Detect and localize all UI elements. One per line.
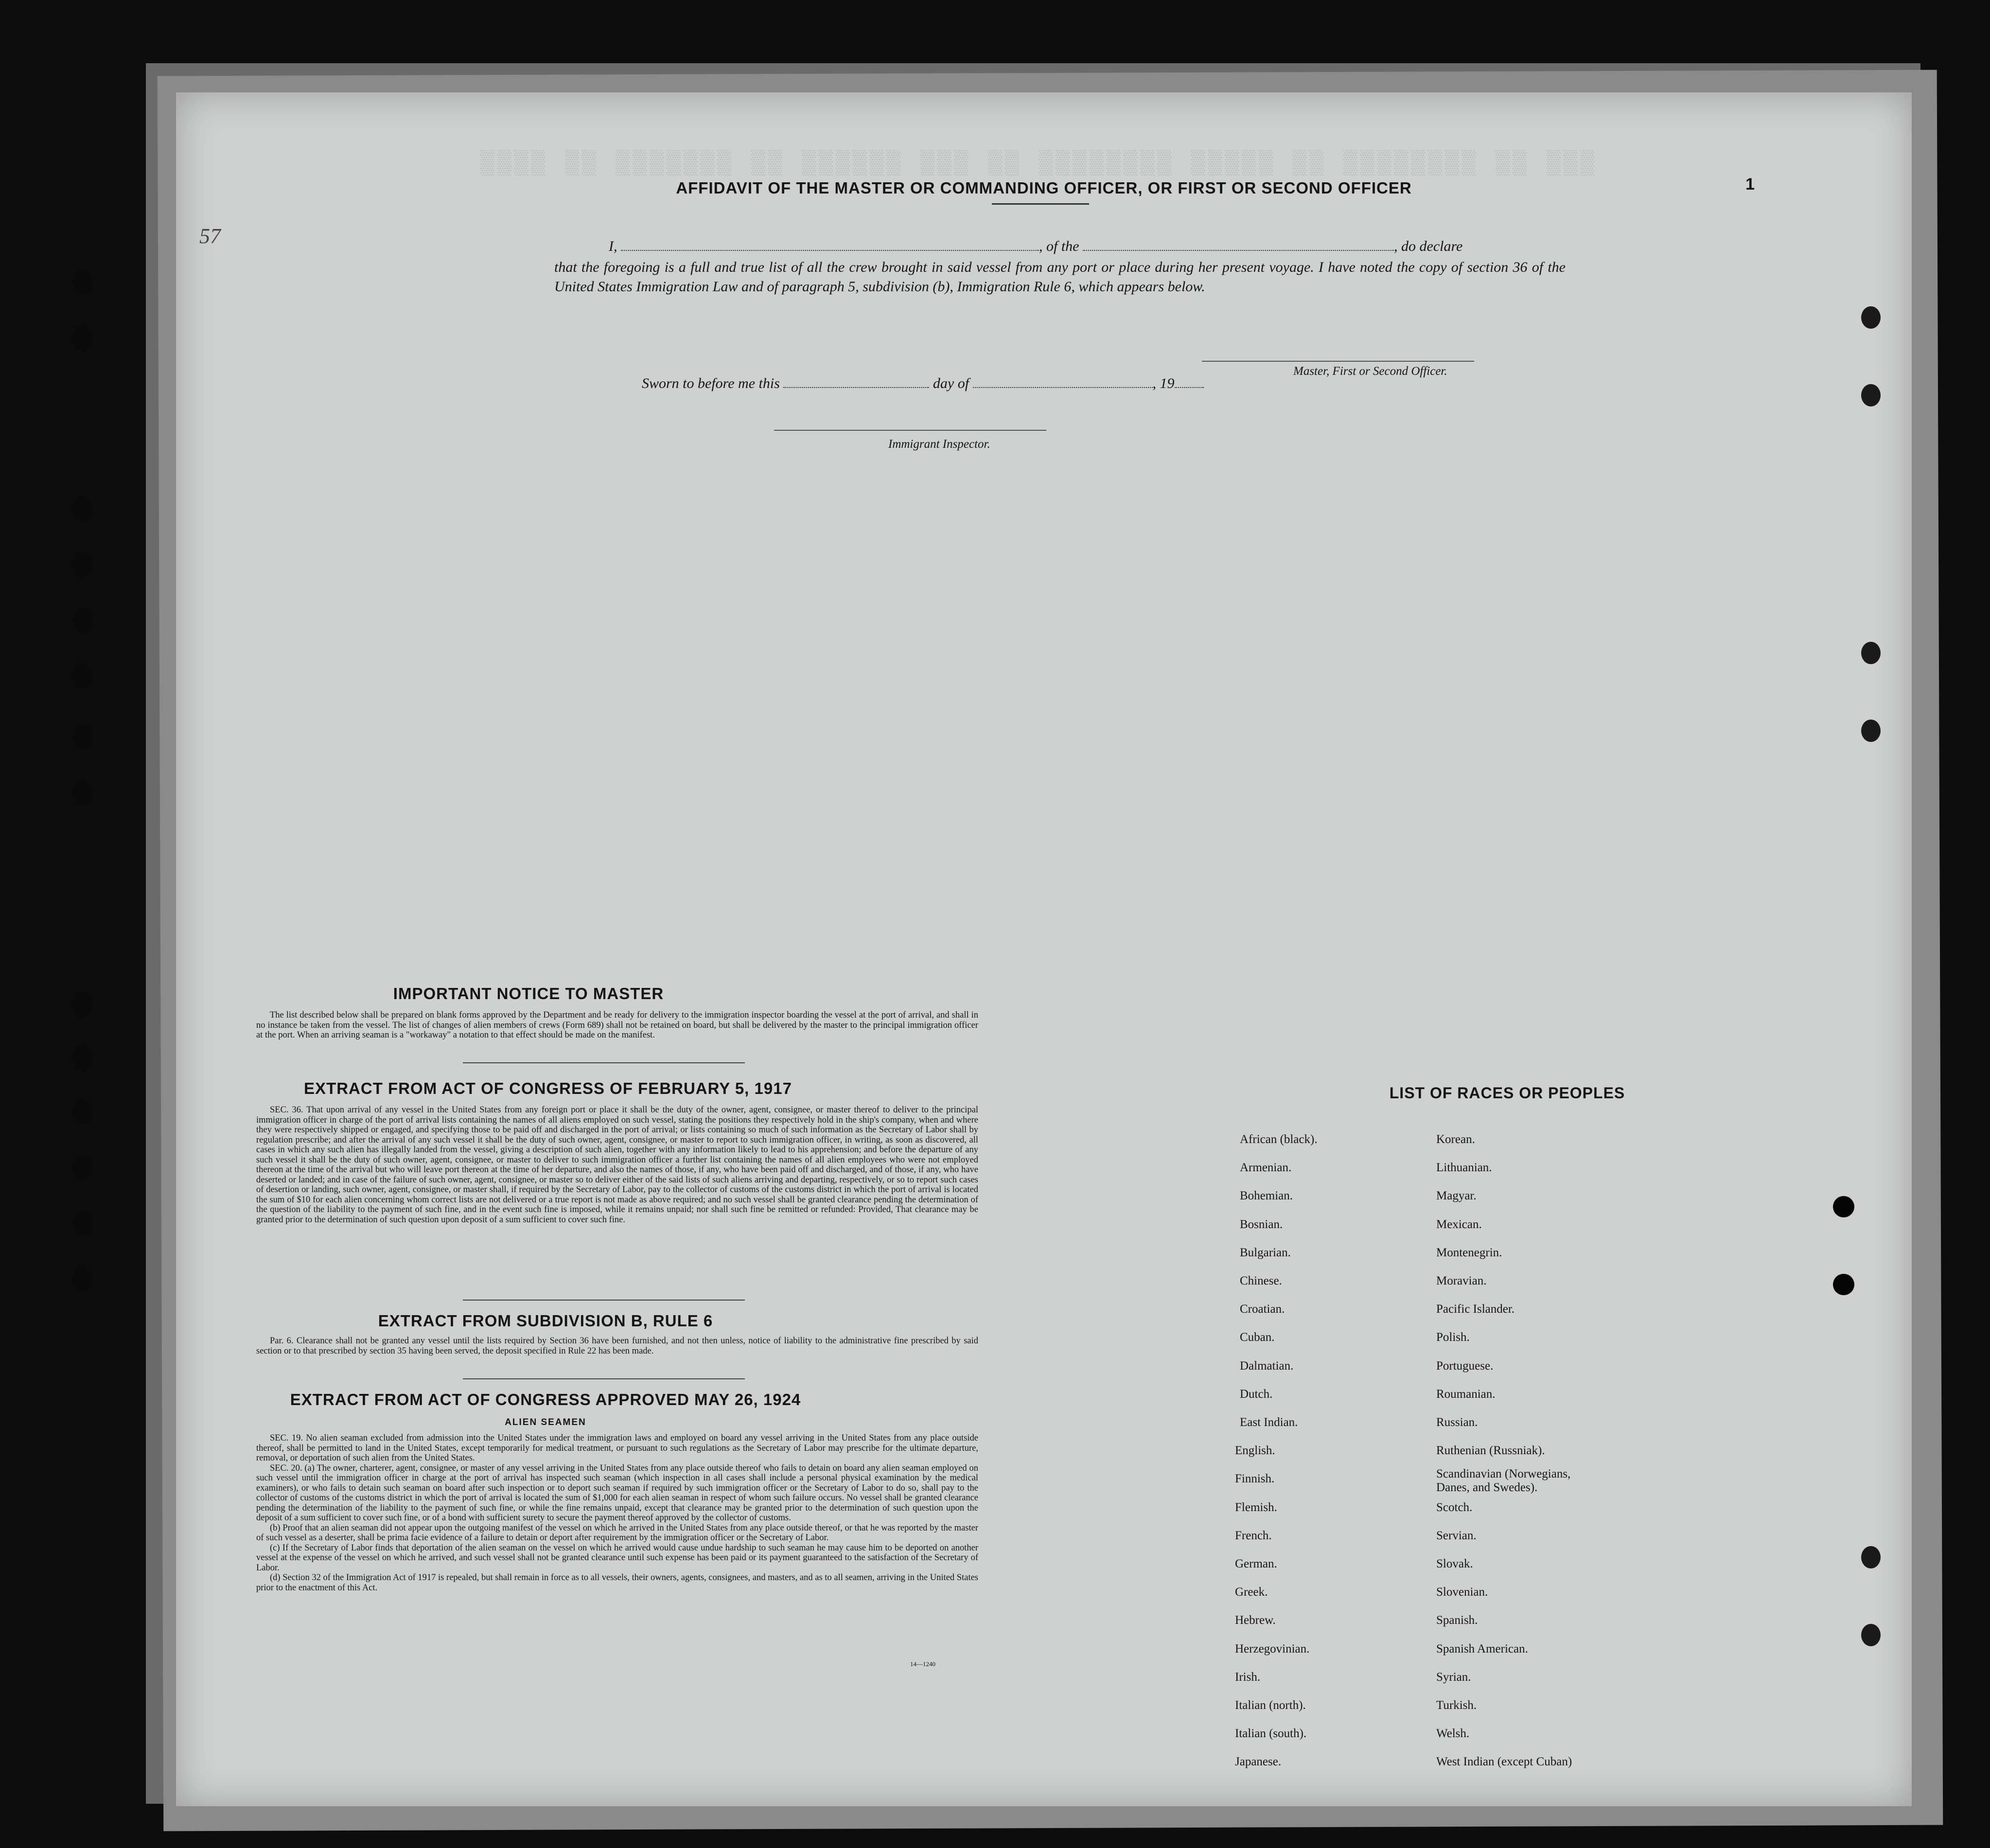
of-the-label: , of the [1039, 238, 1079, 254]
binder-hole [73, 1045, 92, 1071]
binder-hole [73, 992, 92, 1017]
race-item: Slovak. [1436, 1557, 1473, 1570]
race-item: Cuban. [1240, 1331, 1275, 1344]
divider [463, 1378, 745, 1379]
race-item: Portuguese. [1436, 1359, 1494, 1373]
binder-hole [73, 270, 92, 295]
do-declare-label: , do declare [1394, 238, 1463, 254]
vessel-name-field[interactable] [1083, 250, 1394, 251]
race-item: Magyar. [1436, 1189, 1477, 1203]
master-signature-label: Master, First or Second Officer. [1293, 365, 1447, 378]
binder-hole [73, 496, 92, 521]
race-item: Moravian. [1436, 1274, 1487, 1287]
race-item: Spanish. [1436, 1614, 1478, 1627]
race-item: Italian (north). [1235, 1699, 1306, 1712]
race-item: Chinese. [1240, 1274, 1282, 1287]
race-item: Spanish American. [1436, 1642, 1528, 1655]
sec-20-d: (d) Section 32 of the Immigration Act of 1917 is repealed, but shall remain in force as to all vessels, their owners, agents, consignees, and masters, and as to all seamen, arriving in the United States prior to the enactment of this Act. [256, 1573, 978, 1593]
race-item: Welsh. [1436, 1727, 1470, 1741]
extract-1924-subtitle: ALIEN SEAMEN [505, 1417, 586, 1427]
race-item: Ruthenian (Russniak). [1436, 1444, 1545, 1458]
document-page [176, 92, 1912, 1806]
inspector-signature-line[interactable] [774, 430, 1046, 431]
extract-rule6-text: Par. 6. Clearance shall not be granted any vessel until the lists required by Section 36 have been furnished, and not then unless, notice of liability to the administrative fine prescribed by said section or to that prescribed by section 35 having been served, the deposit specified in Rule 22 has been made. [256, 1336, 978, 1356]
day-of-label: day of [933, 375, 969, 391]
race-item: Italian (south). [1235, 1727, 1307, 1741]
inspector-label: Immigrant Inspector. [888, 438, 990, 451]
binder-hole [73, 552, 92, 577]
race-item: Pacific Islander. [1436, 1302, 1515, 1316]
race-item: Greek. [1235, 1585, 1268, 1599]
extract-1917-title: EXTRACT FROM ACT OF CONGRESS OF FEBRUARY 5, 1917 [304, 1079, 792, 1097]
race-item: Dalmatian. [1240, 1359, 1294, 1373]
race-item: Syrian. [1436, 1670, 1471, 1684]
race-item: East Indian. [1240, 1416, 1298, 1429]
punch-hole [1861, 1546, 1881, 1568]
race-item: Servian. [1436, 1529, 1477, 1542]
race-item: Bohemian. [1240, 1189, 1293, 1203]
bleed-through: ▒▒▒ ▒▒ ▒▒▒▒▒▒▒▒ ▒▒ ▒▒▒▒▒ ▒▒▒▒▒▒▒▒ ▒▒ ▒▒▒ ▒▒▒▒▒▒ ▒▒ ▒▒▒▒▒▒▒ ▒▒ ▒▒▒▒ [477, 151, 1595, 177]
race-item: Japanese. [1235, 1755, 1282, 1769]
extract-1917-text: SEC. 36. That upon arrival of any vessel in the United States from any foreign port or place it shall be the duty of the owner, agent, consignee, or master thereof to deliver to the principal immigration officer in charge of the port of arrival lists containing the names of all aliens employed on such vessel, stating the positions they respectively hold in the ship's company, when and where they were respectively shipped or engaged, and specifying those to be paid off and discharged in the port of arrival; or lists containing so much of such information as the Secretary of Labor shall by regulation prescribe; and after the arrival of any such vessel it shall be the duty of such owner, agent, consignee, or master to report to such immigration officer, in writing, as soon as discovered, all cases in which any such alien has illegally landed from the vessel, giving a description of such alien, together with any information likely to lead to his apprehension; and before the departure of any such vessel it shall be the duty of such owner, agent, consignee, or master to deliver to such immigration officer a further list containing the names of all alien employees who were not employed thereon at the time of the arrival but who will leave port thereon at the time of her departure, and also the names of those, if any, who have been paid off and discharged, and of those, if any, who have deserted or landed; and in case of the failure of such owner, agent, consignee, or master so to deliver either of the said lists of such aliens arriving and departing, respectively, or so to report such cases of desertion or landing, such owner, agent, consignee, or master shall, if required by the Secretary of Labor, pay to the collector of customs of the customs district in which the port of arrival is located the sum of $10 for each alien concerning whom correct lists are not delivered or a true report is not made as above required; and no such vessel shall be granted clearance pending the determination of the question of the liability to the payment of such fine, and in the event such fine is imposed, while it remains unpaid; nor shall such fine be remitted or refunded: Provided, That clearance may be granted prior to the determination of such question upon deposit of a sum sufficient to cover such fine. [256, 1105, 978, 1225]
punch-hole [1833, 1196, 1854, 1217]
race-item: Bosnian. [1240, 1217, 1283, 1231]
race-item: Turkish. [1436, 1699, 1477, 1712]
binder-hole [73, 1211, 92, 1236]
declarant-prefix: I, [609, 238, 617, 254]
race-item: Slovenian. [1436, 1585, 1488, 1599]
notice-title: IMPORTANT NOTICE TO MASTER [393, 985, 664, 1003]
race-item: Russian. [1436, 1416, 1478, 1429]
notice-text: The list described below shall be prepared on blank forms approved by the Department and be ready for delivery to the immigration inspector boarding the vessel at the port of arrival, and shall in no instance be taken from the vessel. The list of changes of alien members of crews (Form 689) shall not be retained on board, but shall be delivered by the master to the principal immigration officer at the port. When an arriving seaman is a "workaway" a notation to that effect should be made on the manifest. [256, 1010, 978, 1040]
race-item: Herzegovinian. [1235, 1642, 1310, 1655]
race-item: Mexican. [1436, 1217, 1482, 1231]
sec-20-a: SEC. 20. (a) The owner, charterer, agent, consignee, or master of any vessel arriving in the United States from any place outside thereof who fails to detain on board any alien seaman employed on such vessel until the immigration officer in charge at the port of arrival has inspected such seaman (which inspection in all cases shall include a personal physical examination by the medical examiners), or who fails to detain such seaman on board after such inspection or to deport such seaman if required by such immigration officer or the Secretary of Labor to do so, shall pay to the collector of customs of the customs district in which the port of arrival is located the sum of $1,000 for each alien seaman in respect of whom such failure occurs. No vessel shall be granted clearance pending the determination of the liability to the payment of such fine, or while the fine remains unpaid, except that clearance may be granted prior to the determination of such question upon the deposit of a sum sufficient to cover such fine, or of a bond with sufficient surety to secure the payment thereof approved by the collector of customs. [256, 1463, 978, 1523]
binder-hole [73, 326, 92, 351]
race-item: Scandinavian (Norwegians, [1436, 1467, 1571, 1481]
punch-hole [1861, 306, 1881, 329]
race-item: West Indian (except Cuban) [1436, 1755, 1572, 1769]
sec-20-b: (b) Proof that an alien seaman did not appear upon the outgoing manifest of the vessel on which he arrived in the United States from any place outside thereof, or that he was reported by the master of such vessel as a deserter, shall be prima facie evidence of a failure to detain or deport after requirement by the immigration officer or the Secretary of Labor. [256, 1523, 978, 1543]
binder-hole [73, 1155, 92, 1180]
sworn-month-field[interactable] [973, 387, 1153, 388]
extract-rule6-title: EXTRACT FROM SUBDIVISION B, RULE 6 [378, 1312, 713, 1330]
punch-hole [1861, 720, 1881, 742]
race-item: Irish. [1235, 1670, 1261, 1684]
sworn-line [642, 375, 1204, 392]
year-prefix: , 19 [1152, 375, 1175, 391]
race-item: African (black). [1240, 1133, 1318, 1146]
affidavit-body: that the foregoing is a full and true list of all the crew brought in said vessel from any port or place during her present voyage. I have noted the copy of section 36 of the United States Immigration Law and of paragraph 5, subdivision (b), Immigration Rule 6, which appears below. [554, 259, 1566, 295]
punch-hole [1833, 1274, 1854, 1295]
divider [463, 1062, 745, 1063]
race-item: English. [1235, 1444, 1275, 1458]
punch-hole [1861, 384, 1881, 406]
officer-name-field[interactable] [621, 250, 1039, 251]
form-number: 14—1240 [910, 1660, 935, 1668]
binder-hole [73, 1099, 92, 1124]
punch-hole [1861, 642, 1881, 664]
punch-hole [1861, 1624, 1881, 1646]
race-item: Bulgarian. [1240, 1246, 1291, 1259]
affidavit-line1 [609, 238, 1462, 255]
binder-hole [73, 608, 92, 633]
page-number: 1 [1745, 175, 1755, 194]
race-item: Finnish. [1235, 1472, 1275, 1486]
sec-20-c: (c) If the Secretary of Labor finds that deportation of the alien seaman on the vessel on which he arrived would cause undue hardship to such seaman he may cause him to be deported on another vessel at the expense of the vessel on which he arrived, and such vessel shall not be granted clearance until such expense has been paid or its payment guaranteed to the satisfaction of the Secretary of Labor. [256, 1543, 978, 1573]
binder-hole [73, 1267, 92, 1292]
sworn-day-field[interactable] [783, 387, 929, 388]
race-item: French. [1235, 1529, 1272, 1542]
sec-19: SEC. 19. No alien seaman excluded from admission into the United States under the immigration laws and employed on board any vessel arriving in the United States from any place outside thereof, shall be permitted to land in the United States, except temporarily for medical treatment, or pursuant to such regulations as the Secretary of Labor may prescribe for the ultimate departure, removal, or deportation of such alien from the United States. [256, 1433, 978, 1463]
races-title: LIST OF RACES OR PEOPLES [1389, 1084, 1625, 1102]
race-item: Danes, and Swedes). [1436, 1481, 1538, 1495]
race-item: German. [1235, 1557, 1277, 1570]
affidavit-title: AFFIDAVIT OF THE MASTER OR COMMANDING OFFICER, OR FIRST OR SECOND OFFICER [676, 179, 1412, 197]
race-item: Polish. [1436, 1331, 1470, 1344]
signature-line[interactable] [1202, 361, 1474, 362]
binder-hole [73, 724, 92, 750]
race-item: Montenegrin. [1436, 1246, 1502, 1259]
race-item: Armenian. [1240, 1161, 1292, 1175]
race-item: Roumanian. [1436, 1387, 1496, 1401]
binder-hole [73, 780, 92, 806]
race-item: Lithuanian. [1436, 1161, 1492, 1175]
binder-hole [73, 664, 92, 689]
race-item: Croatian. [1240, 1302, 1285, 1316]
race-item: Scotch. [1436, 1500, 1473, 1514]
sworn-prefix: Sworn to before me this [642, 375, 780, 391]
margin-note: 57 [199, 224, 221, 248]
sworn-year-field[interactable] [1175, 387, 1204, 388]
divider [463, 1300, 745, 1301]
race-item: Korean. [1436, 1133, 1475, 1146]
race-item: Hebrew. [1235, 1614, 1276, 1627]
race-item: Flemish. [1235, 1500, 1277, 1514]
divider [992, 203, 1089, 205]
extract-1924-title: EXTRACT FROM ACT OF CONGRESS APPROVED MAY 26, 1924 [290, 1390, 801, 1408]
extract-1924-text [256, 1433, 978, 1593]
race-item: Dutch. [1240, 1387, 1273, 1401]
